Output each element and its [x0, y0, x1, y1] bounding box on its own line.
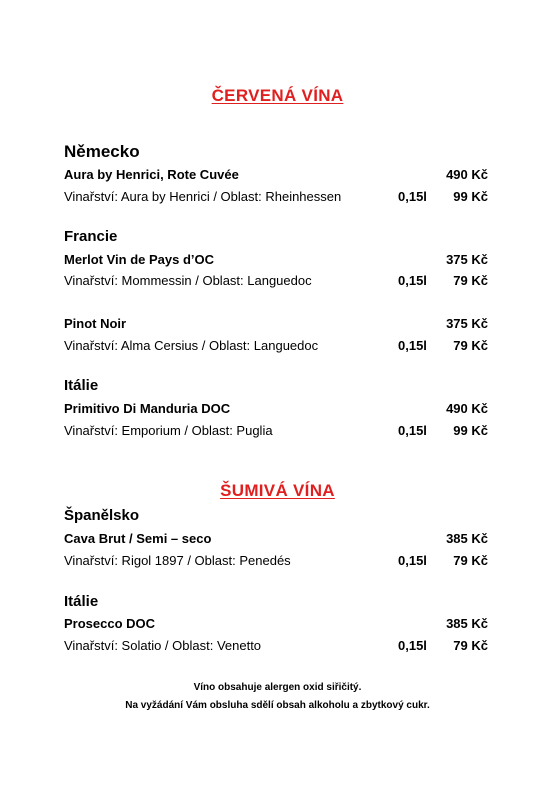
- glass-price: 99 Kč: [453, 189, 488, 204]
- bottle-price: 490 Kč: [446, 401, 488, 416]
- bottle-price: 385 Kč: [446, 531, 488, 546]
- winery-region: Vinařství: Alma Cersius / Oblast: Languedoc: [64, 338, 319, 353]
- country-italy-sparkling: Itálie: [64, 593, 99, 610]
- bottle-price: 375 Kč: [446, 316, 488, 331]
- section-title-sparkling-wines: ŠUMIVÁ VÍNA: [220, 481, 335, 500]
- country-france: Francie: [64, 228, 118, 245]
- bottle-price: 385 Kč: [446, 616, 488, 631]
- glass-volume: 0,15l: [398, 423, 427, 438]
- country-germany: Německo: [64, 142, 140, 161]
- wine-name: Pinot Noir: [64, 316, 127, 331]
- country-spain: Španělsko: [64, 507, 140, 524]
- alcohol-info-note: Na vyžádání Vám obsluha sdělí obsah alkoholu a zbytkový cukr.: [125, 700, 430, 711]
- glass-price: 99 Kč: [453, 423, 488, 438]
- bottle-price: 375 Kč: [446, 252, 488, 267]
- glass-volume: 0,15l: [398, 273, 427, 288]
- country-italy: Itálie: [64, 377, 99, 394]
- section-title-red-wines: ČERVENÁ VÍNA: [211, 86, 344, 105]
- winery-region: Vinařství: Aura by Henrici / Oblast: Rheinhessen: [64, 189, 342, 204]
- winery-region: Vinařství: Emporium / Oblast: Puglia: [64, 423, 273, 438]
- bottle-price: 490 Kč: [446, 167, 488, 182]
- glass-price: 79 Kč: [453, 553, 488, 568]
- glass-volume: 0,15l: [398, 638, 427, 653]
- wine-name: Cava Brut / Semi – seco: [64, 531, 212, 546]
- wine-name: Primitivo Di Manduria DOC: [64, 401, 231, 416]
- winery-region: Vinařství: Solatio / Oblast: Venetto: [64, 638, 262, 653]
- glass-price: 79 Kč: [453, 338, 488, 353]
- glass-volume: 0,15l: [398, 338, 427, 353]
- glass-volume: 0,15l: [398, 189, 427, 204]
- winery-region: Vinařství: Mommessin / Oblast: Languedoc: [64, 273, 312, 288]
- winery-region: Vinařství: Rigol 1897 / Oblast: Penedés: [64, 553, 291, 568]
- glass-price: 79 Kč: [453, 273, 488, 288]
- wine-name: Aura by Henrici, Rote Cuvée: [64, 167, 239, 182]
- wine-name: Prosecco DOC: [64, 616, 156, 631]
- wine-name: Merlot Vin de Pays d’OC: [64, 252, 215, 267]
- allergen-note: Víno obsahuje alergen oxid siřičitý.: [193, 682, 362, 693]
- glass-volume: 0,15l: [398, 553, 427, 568]
- glass-price: 79 Kč: [453, 638, 488, 653]
